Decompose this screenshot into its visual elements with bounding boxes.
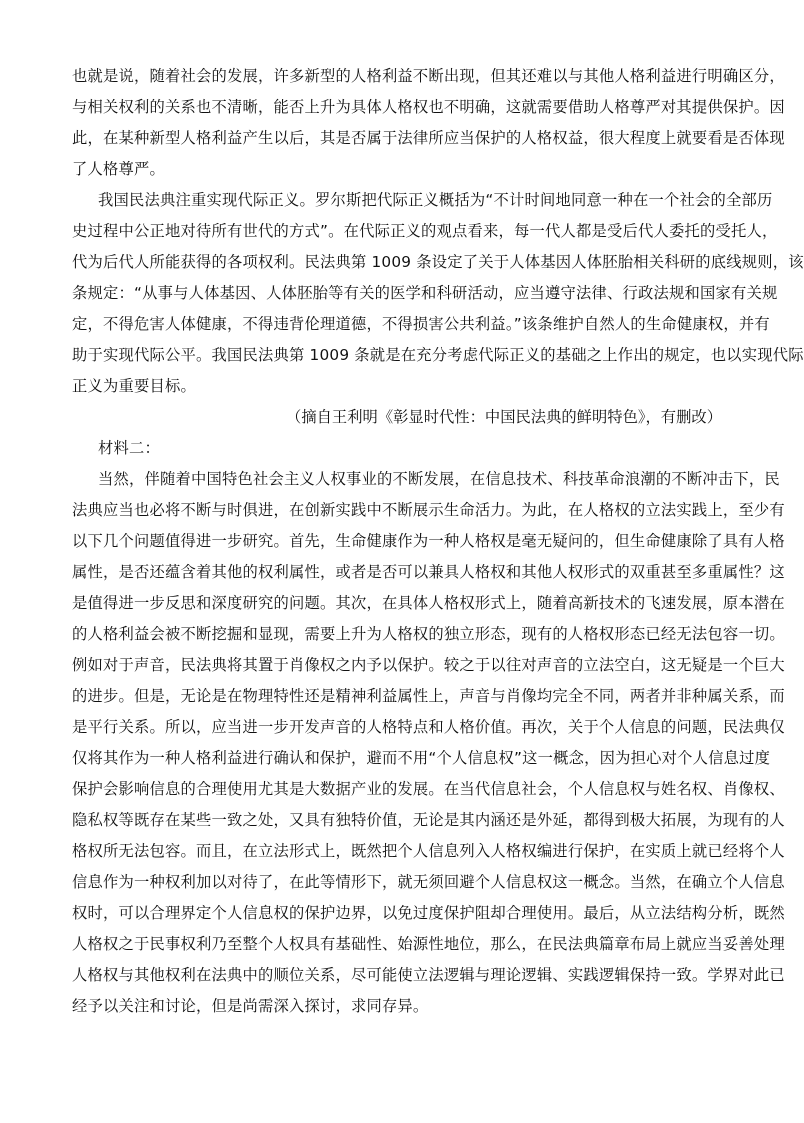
- body-text-line: 仅将其作为一种人格利益进行确认和保护，避而不用“个人信息权”这一概念，因为担心对个人信息过度: [72, 749, 771, 767]
- body-text-line: 权时，可以合理界定个人信息权的保护边界，以免过度保护阻却合理使用。最后，从立法结构分析，既然: [72, 904, 785, 922]
- body-text-line: 信息作为一种权利加以对待了，在此等情形下，就无须回避个人信息权这一概念。当然，在确立个人信息: [72, 873, 785, 891]
- body-text-line: 代为后代人所能获得的各项权利。民法典第 1009 条设定了关于人体基因人体胚胎相关科研的底线规则，该: [72, 253, 804, 271]
- body-text-line: 条规定：“从事与人体基因、人体胚胎等有关的医学和科研活动，应当遵守法律、行政法规和国家有关规: [72, 284, 778, 302]
- body-text-line: 属性，是否还蕴含着其他的权利属性，或者是否可以兼具人格权和其他人权形式的双重甚至多重属性？这: [72, 563, 785, 581]
- body-text-line: 法典应当也必将不断与时俱进，在创新实践中不断展示生命活力。为此，在人格权的立法实践上，至少有: [72, 501, 785, 519]
- section-heading: 材料二：: [98, 439, 160, 457]
- body-text-line: 当然，伴随着中国特色社会主义人权事业的不断发展，在信息技术、科技革命浪潮的不断冲击下，民: [98, 470, 780, 488]
- body-text-line: 例如对于声音，民法典将其置于肖像权之内予以保护。较之于以往对声音的立法空白，这无疑是一个巨大: [72, 656, 785, 674]
- body-text-line: 是平行关系。所以，应当进一步开发声音的人格特点和人格价值。再次，关于个人信息的问题，民法典仅: [72, 718, 785, 736]
- body-text-line: 隐私权等既存在某些一致之处，又具有独特价值，无论是其内涵还是外延，都得到极大拓展，为现有的人: [72, 811, 785, 829]
- body-text-line: 此，在某种新型人格利益产生以后，其是否属于法律所应当保护的人格权益，很大程度上就要看是否体现: [72, 129, 785, 147]
- body-text-line: 格权所无法包容。而且，在立法形式上，既然把个人信息列入人格权编进行保护，在实质上就已经将个人: [72, 842, 785, 860]
- body-text-line: 人格权之于民事权利乃至整个人权具有基础性、始源性地位，那么，在民法典篇章布局上就应当妥善处理: [72, 935, 785, 953]
- body-text-line: 史过程中公正地对待所有世代的方式”。在代际正义的观点看来，每一代人都是受后代人委托的受托人，: [72, 222, 778, 240]
- body-text-line: 与相关权利的关系也不清晰，能否上升为具体人格权也不明确，这就需要借助人格尊严对其提供保护。因: [72, 98, 785, 116]
- body-text-line: 我国民法典注重实现代际正义。罗尔斯把代际正义概括为“不计时间地同意一种在一个社会的全部历: [98, 191, 773, 209]
- body-text-line: 助于实现代际公平。我国民法典第 1009 条就是在充分考虑代际正义的基础之上作出的规定，也以实现代际: [72, 346, 804, 364]
- body-text-line: 也就是说，随着社会的发展，许多新型的人格利益不断出现，但其还难以与其他人格利益进行明确区分，: [72, 67, 785, 85]
- body-text-line: 保护会影响信息的合理使用尤其是大数据产业的发展。在当代信息社会，个人信息权与姓名权、肖像权、: [72, 780, 785, 798]
- body-text-line: 的人格利益会被不断挖掘和显现，需要上升为人格权的独立形态，现有的人格权形态已经无法包容一切。: [72, 625, 785, 643]
- source-citation: （摘自王利明《彰显时代性：中国民法典的鲜明特色》，有删改）: [286, 408, 722, 426]
- body-text-line: 了人格尊严。: [72, 160, 165, 178]
- body-text-line: 人格权与其他权利在法典中的顺位关系，尽可能使立法逻辑与理论逻辑、实践逻辑保持一致。学界对此已: [72, 966, 785, 984]
- body-text-line: 定，不得危害人体健康，不得违背伦理道德，不得损害公共利益。”该条维护自然人的生命健康权，并有: [72, 315, 770, 333]
- body-text-line: 经予以关注和讨论，但是尚需深入探讨，求同存异。: [72, 997, 429, 1015]
- body-text-line: 的进步。但是，无论是在物理特性还是精神利益属性上，声音与肖像均完全不同，两者并非种属关系，而: [72, 687, 785, 705]
- body-text-line: 正义为重要目标。: [72, 377, 196, 395]
- body-text-line: 以下几个问题值得进一步研究。首先，生命健康作为一种人格权是毫无疑问的，但生命健康除了具有人格: [72, 532, 785, 550]
- body-text-line: 是值得进一步反思和深度研究的问题。其次，在具体人格权形式上，随着高新技术的飞速发展，原本潜在: [72, 594, 785, 612]
